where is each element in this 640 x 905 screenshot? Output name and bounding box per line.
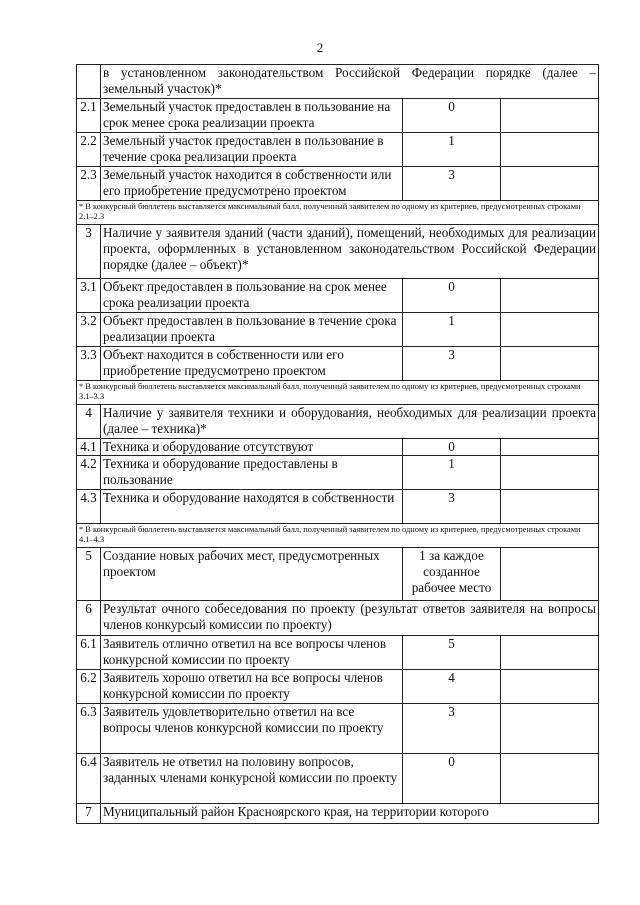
empty-cell: [501, 548, 599, 601]
empty-cell: [501, 754, 599, 804]
empty-cell: [501, 133, 599, 167]
empty-cell: [501, 490, 599, 524]
score-cell: 3: [403, 347, 501, 381]
criteria-table-body: [77, 65, 599, 824]
row-number-cell: 3.3: [77, 347, 101, 381]
table-row: [77, 490, 599, 524]
table-row: [77, 548, 599, 601]
empty-cell: [501, 99, 599, 133]
empty-cell: [501, 313, 599, 347]
row-number-cell: 6.2: [77, 670, 101, 704]
criterion-text-cell: Земельный участок предоставлен в пользование на срок менее срока реализации проекта: [101, 99, 403, 133]
score-cell: 1: [403, 313, 501, 347]
table-row: [77, 65, 599, 99]
table-row: [77, 381, 599, 405]
table-row: [77, 439, 599, 456]
criterion-text-cell: Земельный участок находится в собственности или его приобретение предусмотрено проектом: [101, 167, 403, 201]
table-row: [77, 804, 599, 824]
criterion-text-cell: Заявитель удовлетворительно ответил на все вопросы членов конкурсной комиссии по проекту: [101, 704, 403, 754]
footnote-cell: * В конкурсный бюллетень выставляется максимальный балл, полученный заявителем по одному из критериев, предусмотренных строками 2.1–2.3: [77, 201, 599, 225]
score-cell: 3: [403, 167, 501, 201]
row-number-cell: 6.1: [77, 636, 101, 670]
empty-cell: [501, 670, 599, 704]
row-number-cell: [77, 65, 101, 99]
row-number-cell: 4.2: [77, 456, 101, 490]
criterion-text-cell: Земельный участок предоставлен в пользование в течение срока реализации проекта: [101, 133, 403, 167]
score-cell: 5: [403, 636, 501, 670]
page-number: 2: [316, 40, 324, 55]
criterion-heading-cell: Результат очного собеседования по проекту (результат ответов заявителя на вопросы членов конкурсый комиссии по проекту): [101, 601, 599, 636]
score-cell: 3: [403, 704, 501, 754]
row-number-cell: 6.4: [77, 754, 101, 804]
empty-cell: [501, 347, 599, 381]
table-row: [77, 347, 599, 381]
criterion-text-cell: Техника и оборудование находятся в собственности: [101, 490, 403, 524]
empty-cell: [501, 456, 599, 490]
criterion-text-cell: Объект предоставлен в пользование в течение срока реализации проекта: [101, 313, 403, 347]
row-number-cell: 3: [77, 225, 101, 279]
table-row: [77, 201, 599, 225]
row-number-cell: 4: [77, 405, 101, 439]
criterion-text-cell: Объект предоставлен в пользование на срок менее срока реализации проекта: [101, 279, 403, 313]
row-number-cell: 2.3: [77, 167, 101, 201]
criteria-table: [76, 64, 599, 824]
row-number-cell: 6.3: [77, 704, 101, 754]
table-row: [77, 704, 599, 754]
footnote-cell: * В конкурсный бюллетень выставляется максимальный балл, полученный заявителем по одному из критериев, предусмотренных строками 3.1–3.3: [77, 381, 599, 405]
score-cell: 0: [403, 754, 501, 804]
criterion-text-cell: Техника и оборудование предоставлены в пользование: [101, 456, 403, 490]
score-cell: 0: [403, 439, 501, 456]
row-number-cell: 3.1: [77, 279, 101, 313]
row-number-cell: 6: [77, 601, 101, 636]
table-row: [77, 754, 599, 804]
table-row: [77, 670, 599, 704]
table-row: [77, 99, 599, 133]
table-row: [77, 313, 599, 347]
row-number-cell: 4.1: [77, 439, 101, 456]
score-cell: 1 за каждое созданное рабочее место: [403, 548, 501, 601]
table-row: [77, 601, 599, 636]
score-cell: 3: [403, 490, 501, 524]
footnote-cell: * В конкурсный бюллетень выставляется максимальный балл, полученный заявителем по одному из критериев, предусмотренных строками 4.1–4.3: [77, 524, 599, 548]
score-cell: 0: [403, 99, 501, 133]
score-cell: 4: [403, 670, 501, 704]
row-number-cell: 2.1: [77, 99, 101, 133]
table-row: [77, 167, 599, 201]
criterion-text-cell: Заявитель не ответил на половину вопросов, заданных членами конкурсной комиссии по проекту: [101, 754, 403, 804]
table-row: [77, 279, 599, 313]
table-row: [77, 225, 599, 279]
criterion-text-cell: Объект находится в собственности или его приобретение предусмотрено проектом: [101, 347, 403, 381]
continued-text-cell: в установленном законодательством Российской Федерации порядке (далее – земельный участок)*: [101, 65, 599, 99]
score-cell: 1: [403, 456, 501, 490]
criterion-heading-cell: Наличие у заявителя зданий (части зданий), помещений, необходимых для реализации проекта, оформленных в установленном законодательством Российской Федерации порядке (далее – объект)*: [101, 225, 599, 279]
score-cell: 1: [403, 133, 501, 167]
row-number-cell: 5: [77, 548, 101, 601]
table-row: [77, 456, 599, 490]
criterion-text-cell: Техника и оборудование отсутствуют: [101, 439, 403, 456]
table-row: [77, 636, 599, 670]
row-number-cell: 7: [77, 804, 101, 824]
table-row: [77, 524, 599, 548]
empty-cell: [501, 439, 599, 456]
criterion-text-cell: Создание новых рабочих мест, предусмотренных проектом: [101, 548, 403, 601]
table-row: [77, 405, 599, 439]
criterion-heading-cell: Муниципальный район Красноярского края, на территории которого: [101, 804, 599, 824]
row-number-cell: 3.2: [77, 313, 101, 347]
criterion-heading-cell: Наличие у заявителя техники и оборудования, необходимых для реализации проекта (далее – техника)*: [101, 405, 599, 439]
row-number-cell: 2.2: [77, 133, 101, 167]
empty-cell: [501, 167, 599, 201]
score-cell: 0: [403, 279, 501, 313]
empty-cell: [501, 704, 599, 754]
empty-cell: [501, 279, 599, 313]
criterion-text-cell: Заявитель хорошо ответил на все вопросы членов конкурсной комиссии по проекту: [101, 670, 403, 704]
criterion-text-cell: Заявитель отлично ответил на все вопросы членов конкурсной комиссии по проекту: [101, 636, 403, 670]
row-number-cell: 4.3: [77, 490, 101, 524]
table-row: [77, 133, 599, 167]
empty-cell: [501, 636, 599, 670]
